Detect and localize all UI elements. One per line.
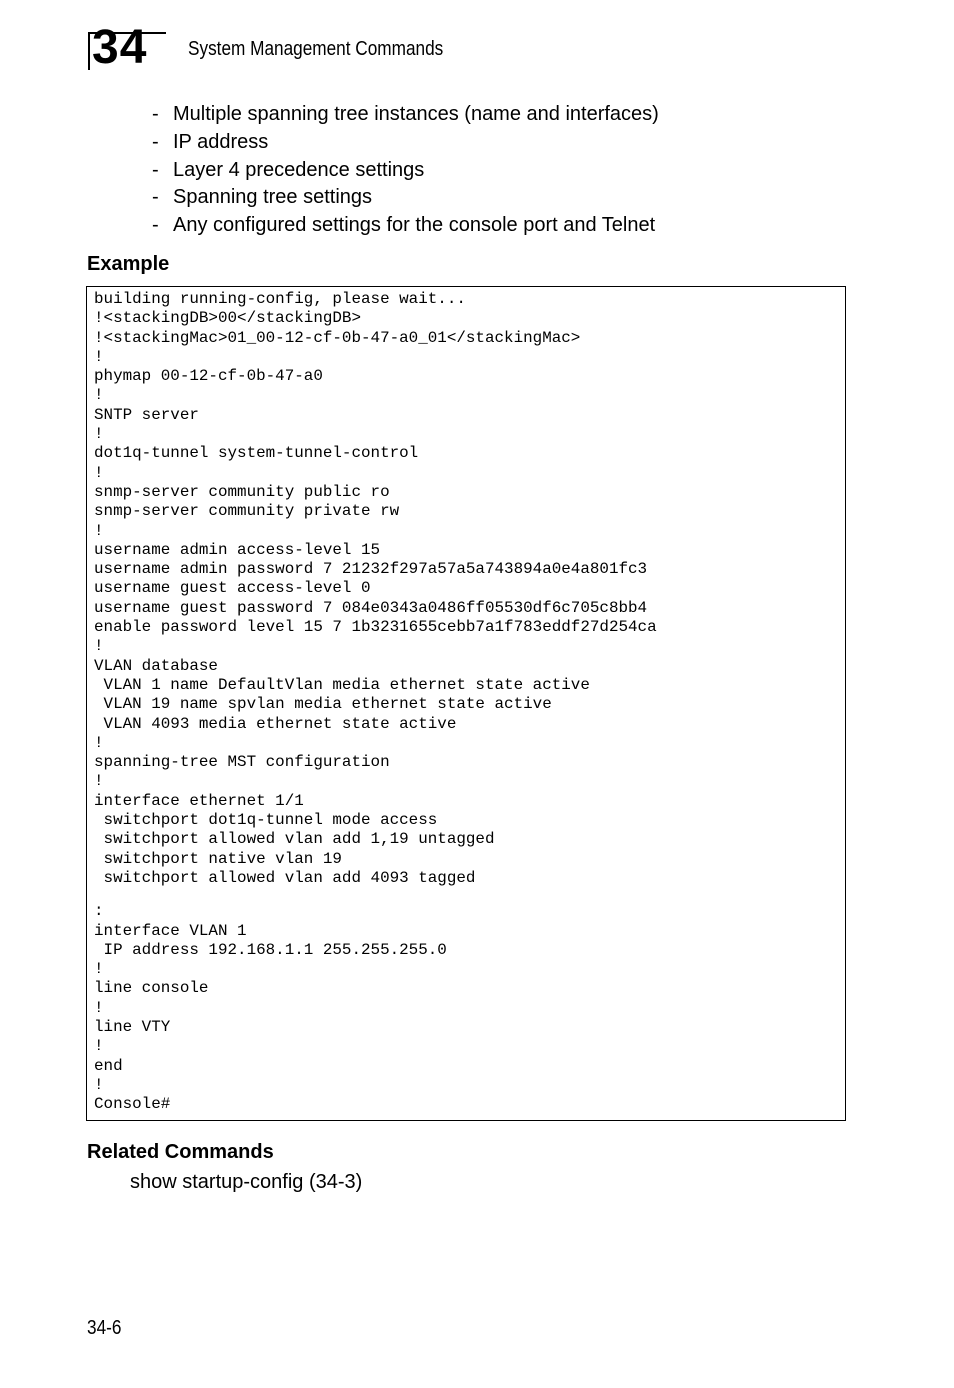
code-line: line VTY <box>94 1017 171 1036</box>
code-line: snmp-server community private rw <box>94 502 400 521</box>
code-line: VLAN 1 name DefaultVlan media ethernet state active <box>94 675 590 694</box>
code-line: ! <box>94 425 104 444</box>
code-line: ! <box>94 772 104 791</box>
bullet-dash: - <box>152 186 159 209</box>
code-line: username admin access-level 15 <box>94 540 381 559</box>
list-item <box>152 157 659 185</box>
code-line: !<stackingDB>00</stackingDB> <box>94 309 362 328</box>
related-command-link[interactable]: show startup-config (34-3) <box>130 1171 363 1193</box>
code-line: ! <box>94 1037 104 1056</box>
list-item <box>152 101 659 129</box>
list-item <box>152 129 659 157</box>
example-code-box <box>86 286 846 1121</box>
list-item-text: Any configured settings for the console port and Telnet <box>173 214 656 237</box>
code-line: interface ethernet 1/1 <box>94 791 304 810</box>
list-item <box>152 212 659 240</box>
code-line: ! <box>94 386 104 405</box>
settings-bullet-list <box>152 101 659 240</box>
example-code <box>94 290 657 1114</box>
code-line: switchport allowed vlan add 1,19 untagged <box>94 830 495 849</box>
list-item-text: Spanning tree settings <box>173 186 373 209</box>
code-line: VLAN 19 name spvlan media ethernet state active <box>94 695 552 714</box>
code-line: VLAN 4093 media ethernet state active <box>94 714 457 733</box>
list-item-text: Multiple spanning tree instances (name and interfaces) <box>173 103 659 125</box>
example-heading: Example <box>87 253 170 275</box>
code-line: dot1q-tunnel system-tunnel-control <box>94 444 419 463</box>
code-line: phymap 00-12-cf-0b-47-a0 <box>94 367 323 386</box>
code-line: !<stackingMac>01_00-12-cf-0b-47-a0_01</stackingMac> <box>94 328 581 347</box>
bullet-dash: - <box>152 103 159 125</box>
code-line: username admin password 7 21232f297a57a5a743894a0e4a801fc3 <box>94 560 648 579</box>
list-item <box>152 184 659 212</box>
code-line: interface VLAN 1 <box>94 921 247 940</box>
code-line: username guest access-level 0 <box>94 579 371 598</box>
chapter-title: System Management Commands <box>188 38 444 60</box>
code-line: ! <box>94 347 104 366</box>
code-line: username guest password 7 084e0343a0486ff05530df6c705c8bb4 <box>94 598 648 617</box>
code-line: IP address 192.168.1.1 255.255.255.0 <box>94 940 447 959</box>
bullet-dash: - <box>152 130 159 153</box>
code-line: enable password level 15 7 1b3231655cebb7a1f783eddf27d254ca <box>94 618 657 637</box>
chapter-number: 34 <box>92 21 148 74</box>
bullet-dash: - <box>152 214 159 237</box>
code-line: building running-config, please wait... <box>94 290 466 308</box>
code-line: SNTP server <box>94 405 199 424</box>
code-line: ! <box>94 733 104 752</box>
code-line: spanning-tree MST configuration <box>94 753 390 772</box>
code-line: switchport dot1q-tunnel mode access <box>94 811 438 830</box>
list-item-text: IP address <box>173 130 269 153</box>
code-line: switchport native vlan 19 <box>94 849 342 868</box>
code-line: : <box>94 902 104 921</box>
code-line: ! <box>94 998 104 1017</box>
code-line: ! <box>94 960 104 979</box>
list-item-text: Layer 4 precedence settings <box>173 158 425 181</box>
related-commands-heading: Related Commands <box>87 1141 274 1163</box>
page-number: 34-6 <box>87 1317 122 1339</box>
code-line: ! <box>94 521 104 540</box>
code-line: switchport allowed vlan add 4093 tagged <box>94 868 476 887</box>
bullet-dash: - <box>152 158 159 181</box>
code-line: Console# <box>94 1095 171 1114</box>
code-line: snmp-server community public ro <box>94 482 390 501</box>
chapter-number-box <box>88 21 166 74</box>
code-line: ! <box>94 463 104 482</box>
code-line: ! <box>94 1075 104 1094</box>
code-line: VLAN database <box>94 656 218 675</box>
code-line <box>94 888 657 902</box>
code-line: ! <box>94 637 104 656</box>
code-line: end <box>94 1056 123 1075</box>
code-line: line console <box>94 979 209 998</box>
